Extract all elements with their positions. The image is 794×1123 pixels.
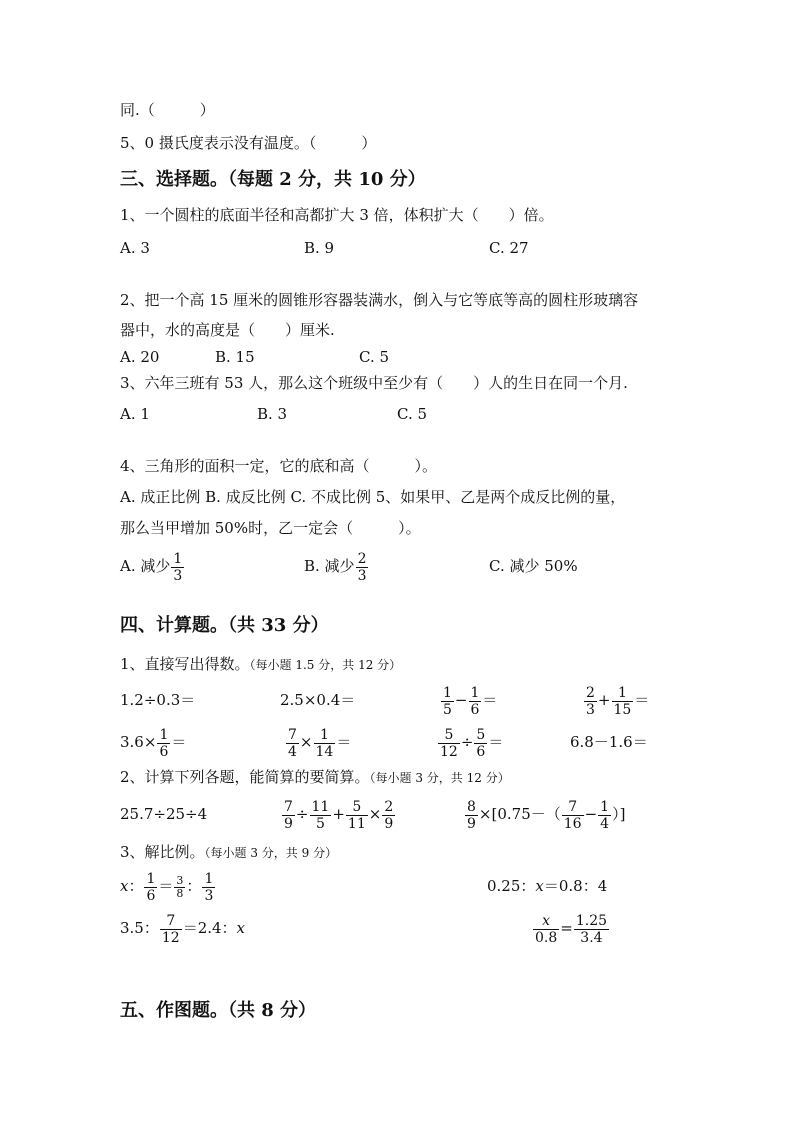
numerator: 1 <box>470 684 480 701</box>
option-a-label: A. 减少 <box>120 557 171 575</box>
proportion-prefix: 3.5： <box>120 919 159 937</box>
s3-q4-text: 4、三角形的面积一定，它的底和高（ ）。 <box>120 457 438 475</box>
fraction <box>584 685 597 718</box>
fraction <box>346 799 368 832</box>
expr-prefix: 3.6× <box>120 733 157 751</box>
fraction <box>157 727 170 760</box>
fraction <box>465 799 478 832</box>
s4-q1-expr-1: 1.2÷0.3＝ <box>120 691 196 709</box>
fraction <box>612 685 634 718</box>
denominator: 16 <box>563 815 582 832</box>
proportion-suffix: ＝0.8：4 <box>543 877 608 895</box>
s4-q2-note: （每小题 3 分，共 12 分） <box>369 771 510 785</box>
expr-end: ）] <box>612 805 626 823</box>
s4-q2-expr-1: 25.7÷25÷4 <box>120 805 208 823</box>
numerator: 1.25 <box>575 912 608 929</box>
numerator: 1 <box>204 870 214 887</box>
s4-q1-expr-7 <box>437 722 503 762</box>
numerator: 8 <box>467 798 476 815</box>
s4-q1-expr-6 <box>285 722 351 762</box>
s4-q1-note: （每小题 1.5 分，共 12 分） <box>249 658 402 672</box>
operator: × <box>368 805 382 823</box>
operator: + <box>597 691 611 709</box>
numerator: 3 <box>176 873 184 887</box>
fraction <box>382 799 395 832</box>
operator: − <box>454 691 468 709</box>
denominator: 6 <box>146 887 156 904</box>
denominator: 3 <box>173 567 183 584</box>
numerator: 1 <box>314 727 336 744</box>
operator: × <box>299 733 313 751</box>
numerator: 7 <box>288 726 297 743</box>
denominator: 5 <box>315 815 325 832</box>
equals: ＝ <box>634 691 650 709</box>
denominator: 3 <box>204 887 214 904</box>
operator: ÷ <box>295 805 309 823</box>
s3-q5-text: 那么当甲增加 50%时，乙一定会（ ）。 <box>120 519 421 537</box>
fraction <box>562 799 584 832</box>
proportion-prefix: 0.25： <box>487 877 536 895</box>
s3-q3-option-c: C. 5 <box>397 405 428 423</box>
fraction <box>202 871 215 904</box>
denominator: 12 <box>161 929 180 946</box>
s4-q1-title <box>120 654 401 675</box>
denominator: 0.8 <box>535 929 558 946</box>
denominator: 9 <box>284 815 293 832</box>
numerator: 7 <box>160 913 182 930</box>
s3-q5-option-a <box>120 546 185 586</box>
expr-middle: ×[0.75－（ <box>478 805 561 823</box>
s3-q5-option-c: C. 减少 50% <box>489 557 578 575</box>
section-3-title: 三、选择题。（每题 2 分，共 10 分） <box>120 169 426 190</box>
equals: ＝ <box>482 691 498 709</box>
section-5-title: 五、作图题。（共 8 分） <box>120 1000 317 1021</box>
numerator: 1 <box>443 684 452 701</box>
equals: ＝ <box>488 733 504 751</box>
variable-x: x <box>236 919 246 937</box>
fraction <box>441 685 454 718</box>
s4-q2-title <box>120 767 510 788</box>
fraction <box>286 727 299 760</box>
s4-q3-label: 3、解比例。 <box>120 843 205 861</box>
equals: = <box>560 919 573 937</box>
numerator: 5 <box>476 726 486 743</box>
fraction <box>171 551 184 584</box>
s4-q2-label: 2、计算下列各题，能简算的要简算。 <box>120 768 370 786</box>
operator: ÷ <box>460 733 474 751</box>
s3-q2-line1: 2、把一个高 15 厘米的圆锥形容器装满水，倒入与它等底等高的圆柱形玻璃容 <box>120 291 639 309</box>
denominator: 4 <box>600 815 610 832</box>
denominator: 12 <box>440 743 458 760</box>
s4-q3-proportion-2 <box>487 876 607 896</box>
s4-q2-expr-2 <box>281 794 396 834</box>
s4-q3-proportion-3 <box>120 908 245 948</box>
ratio-colon: ： <box>128 877 144 895</box>
fraction <box>282 799 295 832</box>
option-b-label: B. 减少 <box>304 557 355 575</box>
s3-q3-text: 3、六年三班有 53 人，那么这个班级中至少有（ ）人的生日在同一个月. <box>120 374 628 392</box>
denominator: 3 <box>586 701 595 718</box>
numerator: 1 <box>173 550 183 567</box>
s4-q3-proportion-1 <box>120 866 216 906</box>
fraction <box>438 727 460 760</box>
ratio-colon: ： <box>186 877 202 895</box>
variable-x: x <box>535 877 544 895</box>
operator: + <box>332 805 345 823</box>
equals: ＝ <box>171 733 187 751</box>
s4-q3-title <box>120 842 337 863</box>
s3-q1-option-a: A. 3 <box>120 239 150 257</box>
equals: ＝ <box>158 877 174 895</box>
numerator: 1 <box>600 798 610 815</box>
s3-q3-option-b: B. 3 <box>257 405 288 423</box>
numerator: 1 <box>146 870 156 887</box>
denominator: 6 <box>159 743 169 760</box>
numerator: 7 <box>562 799 584 816</box>
section-4-title: 四、计算题。（共 33 分） <box>120 615 329 636</box>
denominator: 9 <box>384 815 394 832</box>
fraction <box>574 913 609 946</box>
fraction <box>598 799 611 832</box>
s3-q1-option-c: C. 27 <box>489 239 529 257</box>
denominator: 3 <box>357 567 367 584</box>
proportion-middle: ＝2.4： <box>182 919 237 937</box>
s4-q1-expr-8: 6.8－1.6＝ <box>570 733 648 751</box>
denominator: 5 <box>443 701 452 718</box>
s4-q1-expr-3 <box>440 680 497 720</box>
s3-q1-text: 1、一个圆柱的底面半径和高都扩大 3 倍，体积扩大（ ）倍。 <box>120 206 554 224</box>
numerator: 5 <box>346 799 368 816</box>
q5-statement: 5、0 摄氏度表示没有温度。（ ） <box>120 134 377 152</box>
denominator: 6 <box>476 743 486 760</box>
numerator: 2 <box>586 684 595 701</box>
fraction <box>533 913 559 946</box>
operator: − <box>584 805 598 823</box>
fraction <box>356 551 369 584</box>
numerator: 7 <box>284 798 293 815</box>
denominator: 15 <box>613 701 632 718</box>
s3-q2-line2: 器中，水的高度是（ ）厘米. <box>120 321 335 339</box>
denominator: 9 <box>467 815 476 832</box>
s3-q1-option-b: B. 9 <box>304 239 335 257</box>
s3-q5-option-b <box>304 546 369 586</box>
fraction <box>469 685 482 718</box>
s3-q2-option-a: A. 20 <box>120 348 160 366</box>
denominator: 11 <box>347 815 366 832</box>
s4-q1-expr-2: 2.5×0.4＝ <box>280 691 356 709</box>
numerator: 1 <box>612 685 634 702</box>
s3-q2-option-b: B. 15 <box>215 348 255 366</box>
s3-q4-options-and-q5: A. 成正比例 B. 成反比例 C. 不成比例 5、如果甲、乙是两个成反比例的量， <box>120 488 626 506</box>
q-tail-line: 同.（ ） <box>120 101 215 119</box>
numerator: 2 <box>384 798 394 815</box>
denominator: 3.4 <box>580 929 603 946</box>
denominator: 14 <box>315 743 334 760</box>
s3-q2-option-c: C. 5 <box>359 348 390 366</box>
denominator: 6 <box>470 701 480 718</box>
numerator: 2 <box>357 550 367 567</box>
s4-q3-proportion-4 <box>532 908 610 948</box>
fraction <box>160 913 182 946</box>
s3-q3-option-a: A. 1 <box>120 405 150 423</box>
numerator: 5 <box>438 727 460 744</box>
fraction <box>310 799 332 832</box>
variable-x: x <box>120 877 129 895</box>
fraction <box>174 875 185 900</box>
fraction <box>474 727 487 760</box>
denominator: 4 <box>288 743 297 760</box>
s4-q1-label: 1、直接写出得数。 <box>120 655 250 673</box>
equals: ＝ <box>336 733 352 751</box>
numerator: 11 <box>311 798 330 815</box>
s4-q3-note: （每小题 3 分，共 9 分） <box>204 846 338 860</box>
s4-q1-expr-4 <box>583 680 649 720</box>
fraction <box>314 727 336 760</box>
s4-q1-expr-5 <box>120 722 186 762</box>
numerator: x <box>533 913 559 930</box>
s4-q2-expr-3 <box>464 794 625 834</box>
numerator: 1 <box>159 726 169 743</box>
denominator: 8 <box>176 886 184 900</box>
fraction <box>144 871 157 904</box>
